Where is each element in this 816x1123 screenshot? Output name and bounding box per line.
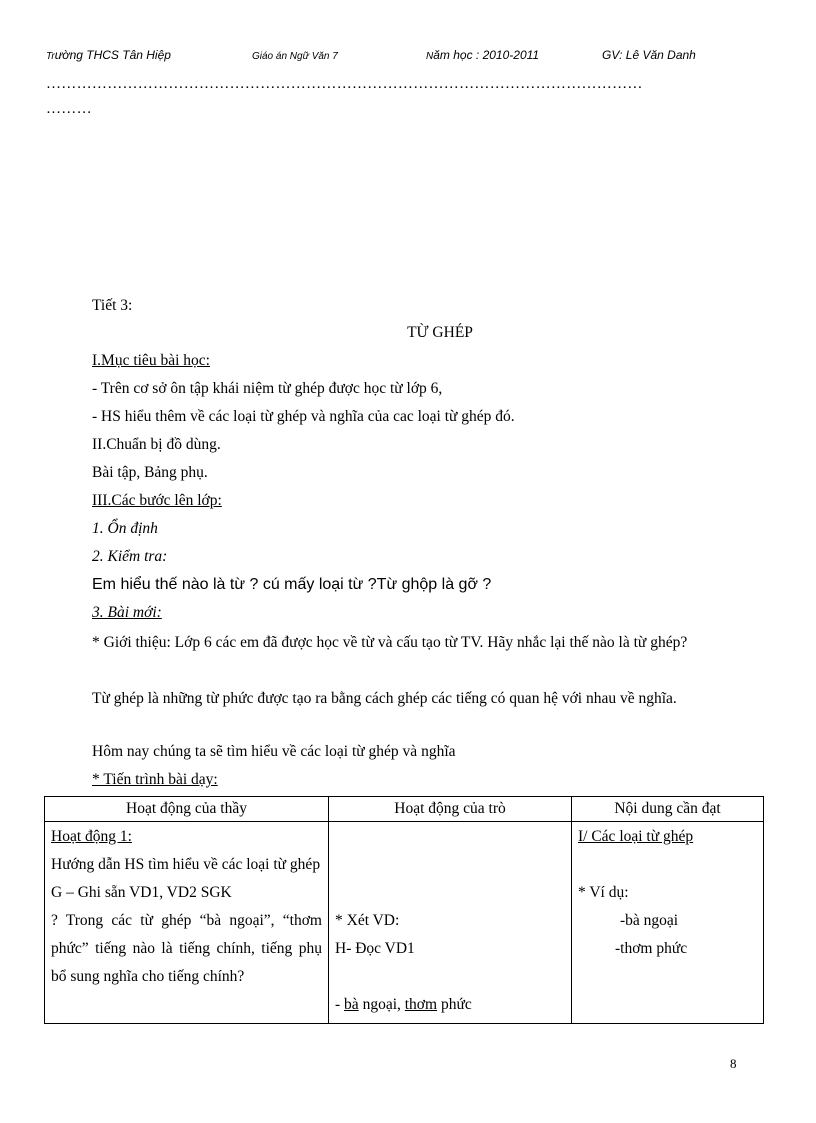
school-name: [46, 48, 171, 62]
process-heading: * Tiến trình bài dạy:: [92, 771, 218, 788]
prep-items: Bài tập, Bảng phụ.: [92, 464, 208, 481]
consider-text: * Xét VD:: [335, 912, 400, 929]
page-title: TỪ GHÉP: [407, 324, 473, 341]
year-prefix: N: [426, 51, 434, 62]
intro-paragraph: * Giới thiệu: Lớp 6 các em đã được học về từ và cấu tạo từ TV. Hãy nhắc lại thế nào là từ ghép?: [92, 634, 688, 651]
student-cell: [329, 822, 572, 1024]
example-label: * Ví dụ:: [578, 884, 629, 901]
answer-main-1: bà: [344, 996, 359, 1013]
header-content: Nội dung cần đạt: [572, 797, 764, 822]
section-heading: I/ Các loại từ ghép: [578, 828, 694, 845]
activity-label: Hoạt động 1:: [51, 828, 132, 845]
guide-text: Hướng dẫn HS tìm hiểu về các loại từ ghép: [51, 856, 321, 873]
step-3: 3. Bài mới:: [92, 604, 162, 621]
prepare-text: G – Ghi sẵn VD1, VD2 SGK: [51, 884, 232, 901]
header-teacher: Hoạt động của thầy: [45, 797, 329, 822]
step-1: 1. Ổn định: [92, 520, 158, 537]
step-2: 2. Kiểm tra:: [92, 548, 168, 565]
dotted-line: ………………………………………………………………………………………………………: [46, 76, 643, 92]
subject-label: Giáo án Ngữ Văn 7: [252, 51, 338, 62]
check-question: Em hiểu thế nào là từ ? cú mấy loại từ ?Từ ghộp là gỡ ?: [92, 576, 492, 593]
example-item-1: -bà ngoại: [620, 912, 679, 929]
answer-rest-1: ngoại,: [358, 996, 405, 1013]
definition-paragraph: Từ ghép là những từ phức được tạo ra bằng cách ghép các tiếng có quan hệ với nhau về nghĩa.: [92, 690, 677, 707]
dotted-line-end: ………: [46, 101, 92, 117]
question-text: ? Trong các từ ghép “bà ngoại”, “thơm phức” tiếng nào là tiếng chính, tiếng phụ bổ sung nghĩa cho tiếng chính?: [51, 912, 322, 985]
page-header: [46, 48, 746, 68]
year-rest: ăm học : 2010-2011: [433, 48, 540, 62]
steps-heading: III.Các bước lên lớp:: [92, 492, 222, 509]
lesson-plan-table: [44, 796, 764, 1024]
header-student: Hoạt động của trò: [329, 797, 572, 822]
objective-2: - HS hiểu thêm về các loại từ ghép và nghĩa của cac loại từ ghép đó.: [92, 408, 515, 425]
teacher-name: GV: Lê Văn Danh: [602, 48, 696, 62]
content-cell: [572, 822, 764, 1024]
page-number: 8: [730, 1056, 737, 1071]
prep-heading: II.Chuẩn bị đồ dùng.: [92, 436, 221, 453]
table-row: [45, 822, 764, 1024]
answer-main-2: thơm: [404, 996, 438, 1013]
answer-text: - bà ngoại, thơm phức: [335, 996, 472, 1013]
read-text: H- Đọc VD1: [335, 940, 415, 957]
today-line: Hôm nay chúng ta sẽ tìm hiểu về các loại từ ghép và nghĩa: [92, 743, 456, 760]
objective-1: - Trên cơ sở ôn tập khái niệm từ ghép được học từ lớp 6,: [92, 380, 443, 397]
example-item-2: -thơm phức: [615, 940, 688, 957]
school-year: [426, 48, 539, 62]
school-rest: ường THCS Tân Hiệp: [54, 48, 171, 62]
period-label: Tiết 3:: [92, 297, 133, 314]
school-prefix: Tr: [46, 51, 55, 62]
teacher-cell: [45, 822, 329, 1024]
objectives-heading: I.Mục tiêu bài học:: [92, 352, 210, 369]
answer-rest-2: phức: [437, 996, 472, 1013]
table-header-row: [45, 797, 764, 822]
